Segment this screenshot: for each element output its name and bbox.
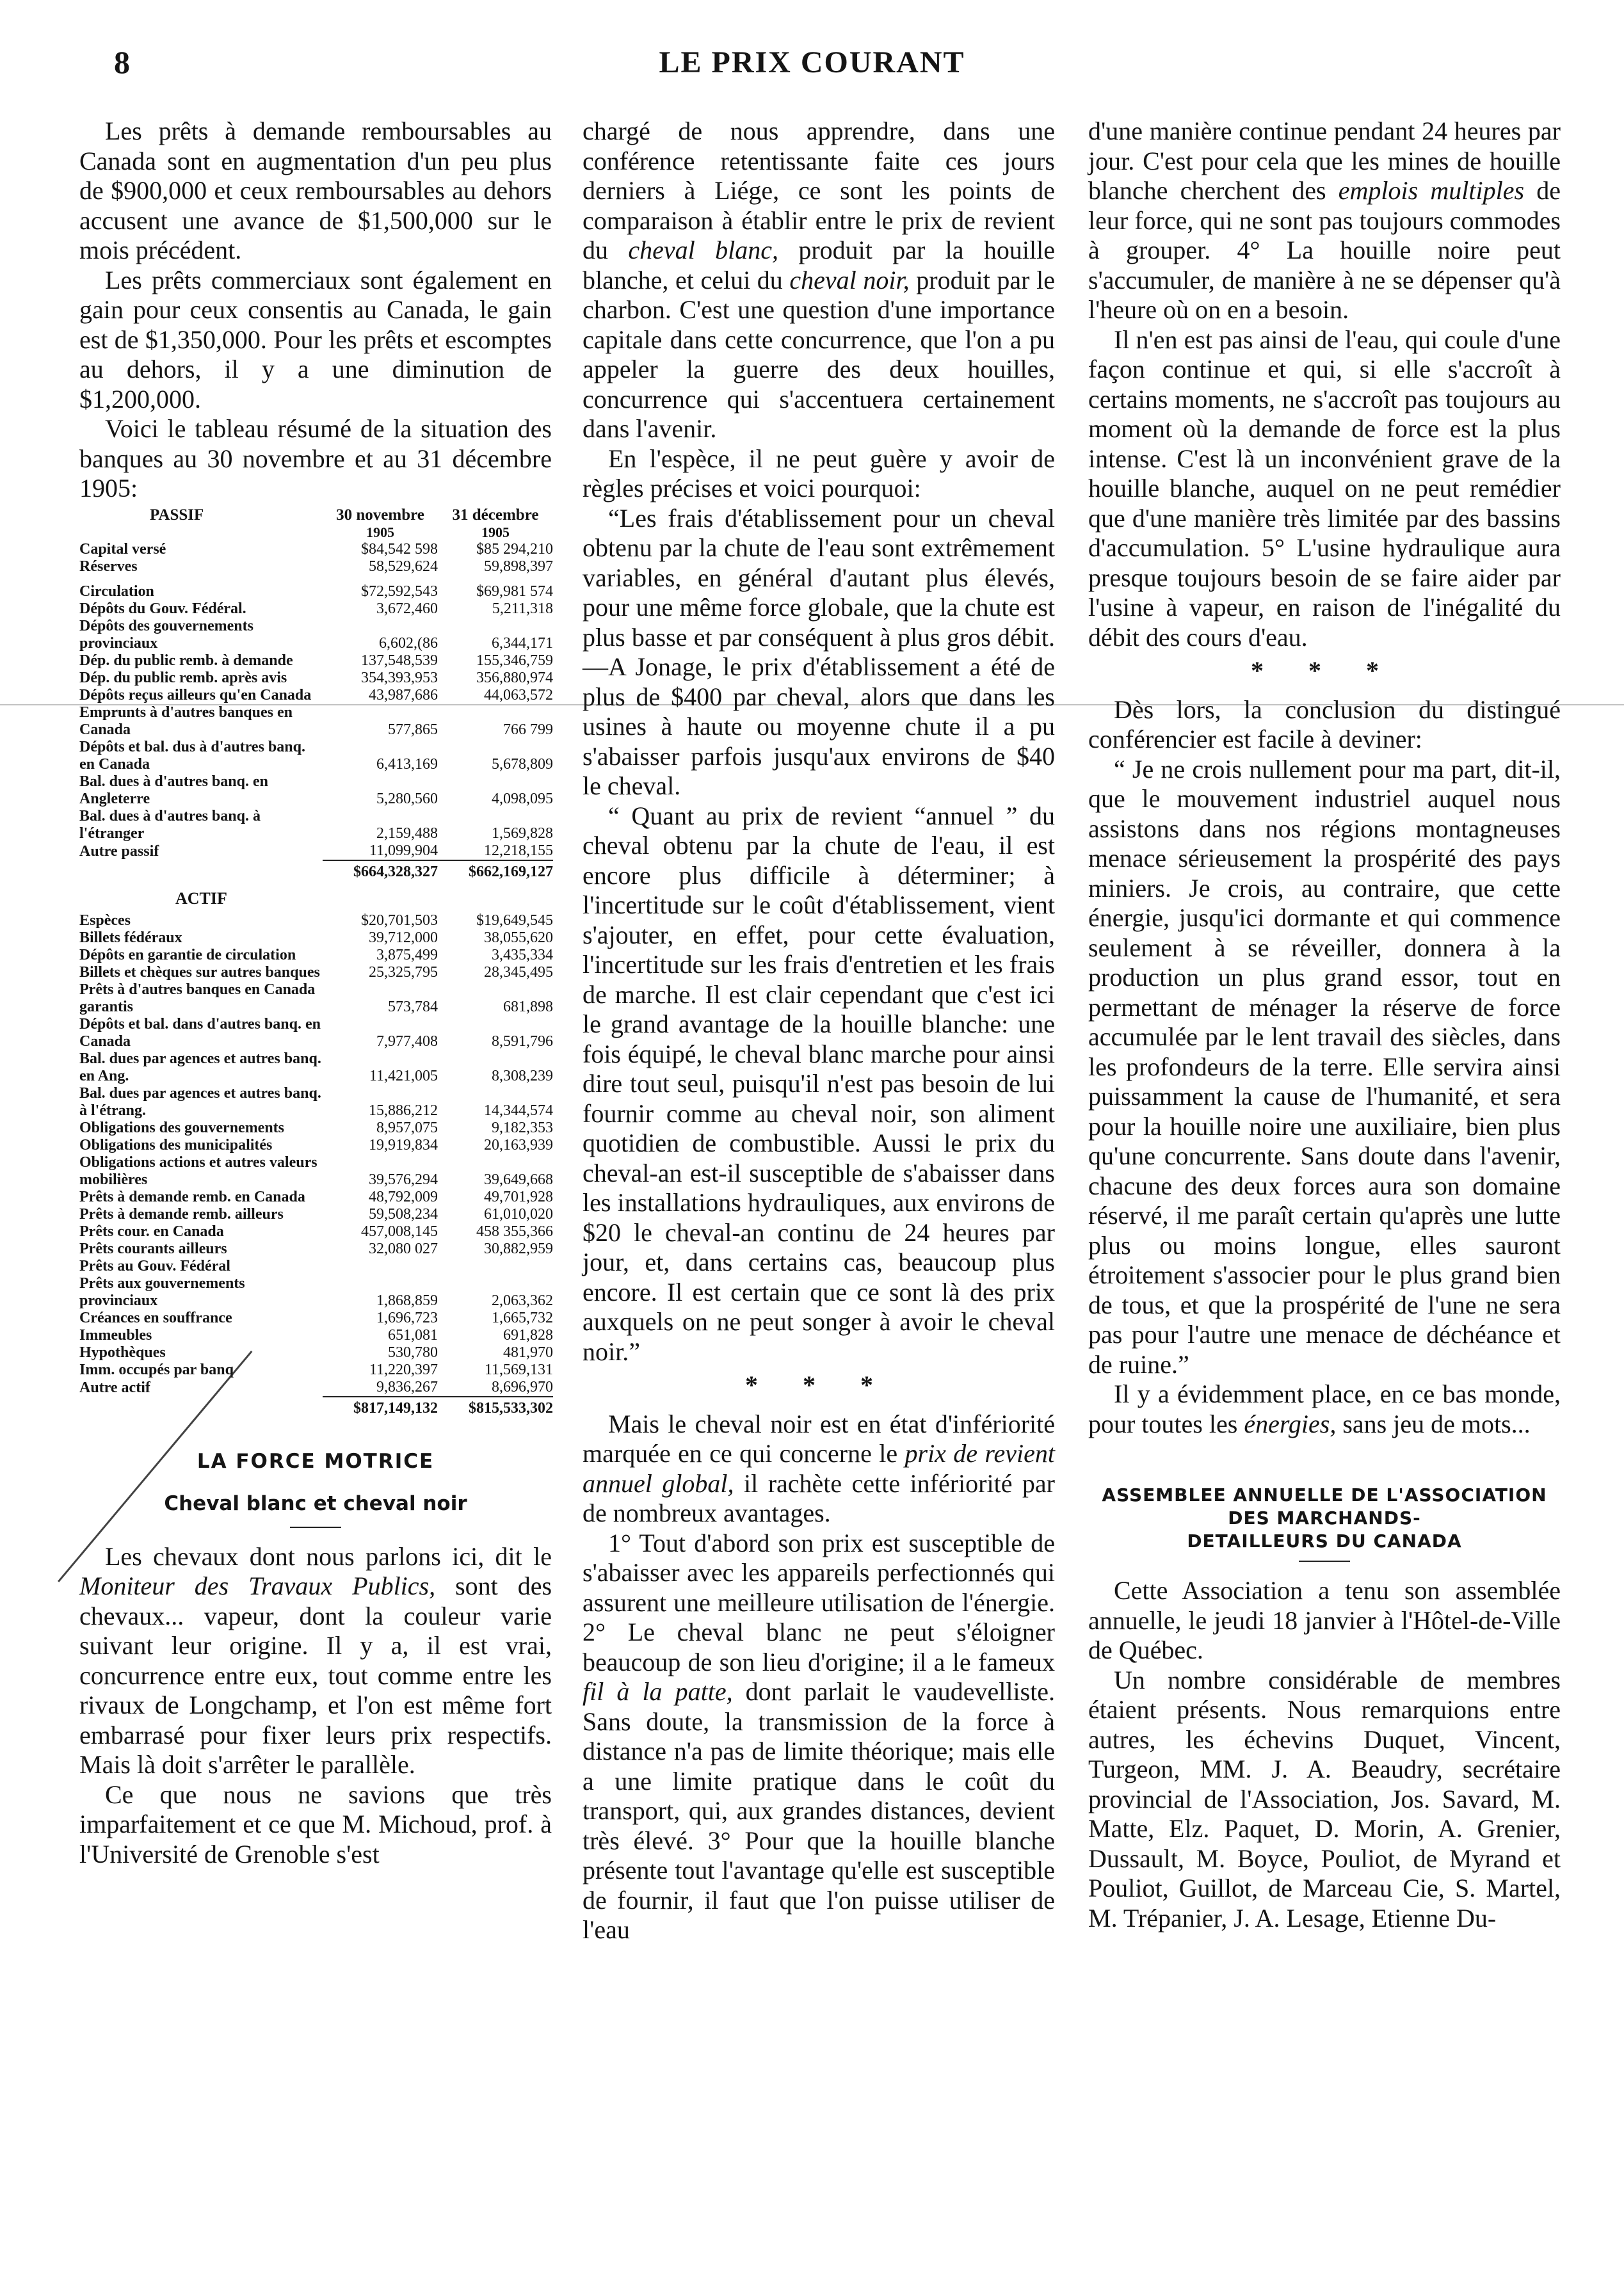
nov-value: 1,696,723 <box>376 1309 438 1326</box>
row-label: Billets et chèques sur autres banques <box>79 963 320 981</box>
table-row <box>79 670 553 687</box>
year-label: 1905 <box>366 524 394 540</box>
paragraph: d'une manière continue pendant 24 heures par jour. C'est pour cela que les mines de houille blanche cherchent des emplois multiples de leur force, qui ne sont pas toujours commodes à grouper. 4° La houille noire peut s'accumuler, de manière à ne se dépenser qu'à l'heure où on en a besoin. <box>1088 117 1561 324</box>
nov-value: 6,413,169 <box>376 755 438 773</box>
dec-value: 4,098,095 <box>492 790 553 807</box>
dec-value: 44,063,572 <box>484 686 553 703</box>
nov-value: 137,548,539 <box>361 652 438 669</box>
year-label: 1905 <box>481 524 510 540</box>
row-label: Autre actif <box>79 1379 150 1396</box>
row-label: Circulation <box>79 583 154 600</box>
nov-value: 651,081 <box>388 1326 438 1344</box>
dec-value: 8,308,239 <box>492 1067 553 1084</box>
row-label: Dépôts en garantie de circulation <box>79 946 296 963</box>
column-header-dec: 31 décembre <box>452 506 539 524</box>
row-label: Bal. dues par agences et autres banq. à l'étrang. <box>79 1084 321 1119</box>
column-1 <box>79 117 552 1869</box>
nov-value: 573,784 <box>388 998 438 1015</box>
table-row <box>79 1137 553 1154</box>
table-row <box>79 558 553 575</box>
paragraph: Cette Association a tenu son assemblée annuelle, le jeudi 18 janvier à l'Hôtel-de-Ville de Québec. <box>1088 1576 1561 1664</box>
nov-value: 3,875,499 <box>376 946 438 963</box>
article-subtitle: Cheval blanc et cheval noir <box>164 1492 467 1515</box>
dec-value: 5,678,809 <box>492 755 553 773</box>
nov-value: 59,508,234 <box>369 1205 438 1223</box>
row-label: Obligations des gouvernements <box>79 1119 285 1136</box>
table-year-row <box>79 524 553 541</box>
dec-value: 8,591,796 <box>492 1033 553 1050</box>
row-label: Obligations actions et autres valeurs mobilières <box>79 1153 318 1188</box>
passif-heading: PASSIF <box>150 506 204 524</box>
row-label: Immeubles <box>79 1326 152 1344</box>
table-row <box>79 1362 553 1379</box>
row-label: Bal. dues à d'autres banq. à l'étranger <box>79 807 261 842</box>
dec-value: 481,970 <box>503 1344 553 1361</box>
paragraph: En l'espèce, il ne peut guère y avoir de règles précises et voici pourquoi: <box>583 444 1055 502</box>
row-label: Dépôts des gouvernements provinciaux <box>79 617 253 652</box>
row-label: Dép. du public remb. à demande <box>79 652 293 669</box>
table-row <box>79 842 553 860</box>
column-3 <box>1088 117 1561 1933</box>
dec-value: $19,649,545 <box>476 912 553 929</box>
paragraph: Les prêts à demande remboursables au Canada sont en augmentation d'un peu plus de $900,000 et ceux remboursables au dehors accusent une avance de $1,500,000 sur le mois précédent. <box>79 117 552 264</box>
nov-value: 58,529,624 <box>369 558 438 575</box>
table-row <box>79 1085 553 1120</box>
paragraph: Il y a évidemment place, en ce bas monde, pour toutes les énergies, sans jeu de mots... <box>1088 1379 1561 1438</box>
dec-value: 458 355,366 <box>476 1223 553 1240</box>
row-label: Prêts aux gouvernements provinciaux <box>79 1274 245 1309</box>
paragraph: Ce que nous ne savions que très imparfaitement et ce que M. Michoud, prof. à l'Université de Grenoble s'est <box>79 1780 552 1868</box>
row-label: Créances en souffrance <box>79 1309 232 1326</box>
dec-value: $69,981 574 <box>476 583 553 600</box>
paragraph: “ Quant au prix de revient “annuel ” du cheval obtenu par la chute de l'eau, il est encore plus difficile à déterminer; à l'incertitude sur le coût d'établissement, vient s'ajouter, en effet, pour cette évaluation, l'incertitude sur les frais d'entretien et les frais de marche. Il est clair cependant que c'est ici le grand avantage de la houille blanche: une fois équipé, le cheval blanc marche pour ainsi dire tout seul, puisqu'il n'est pas besoin de lui fournir comme au cheval noir, son aliment quotidien de combustible. Aussi le prix du cheval-an est-il susceptible de s'abaisser dans les installations hydrauliques, aux environs de $20 le cheval-an continu de 24 heures par jour, et, dans certains cas, beaucoup plus encore. Il est certain que ce sont là des prix auxquels on ne peut songer à avoir le cheval noir.” <box>583 801 1055 1366</box>
row-label: Hypothèques <box>79 1344 166 1361</box>
article-title: LA FORCE MOTRICE <box>197 1449 435 1473</box>
table-row <box>79 1241 553 1258</box>
dec-value: 9,182,353 <box>492 1119 553 1136</box>
nov-value: 48,792,009 <box>369 1188 438 1205</box>
table-row <box>79 1189 553 1206</box>
table-row <box>79 618 553 652</box>
row-label: Emprunts à d'autres banques en Canada <box>79 703 293 738</box>
row-label: Billets fédéraux <box>79 929 182 946</box>
passif-rows <box>79 541 553 860</box>
table-row <box>79 1206 553 1223</box>
nov-value: 9,836,267 <box>376 1378 438 1395</box>
nov-value: 3,672,460 <box>376 600 438 617</box>
row-label: Prêts à demande remb. ailleurs <box>79 1205 284 1223</box>
column-header-nov: 30 novembre <box>336 506 424 524</box>
nov-value: 11,421,005 <box>369 1067 438 1084</box>
nov-value: 32,080 027 <box>369 1240 438 1257</box>
dec-value: 14,344,574 <box>484 1102 553 1119</box>
table-row <box>79 583 553 600</box>
table-row <box>79 1120 553 1137</box>
nov-value: 11,220,397 <box>369 1361 438 1378</box>
paragraph: Il n'en est pas ainsi de l'eau, qui coule d'une façon continue et qui, si elle s'accroît à certains moments, ne s'accroît pas toujours au moment où la demande de force est la plus intense. C'est là un inconvénient grave de la houille blanche, auquel on ne peut remédier que d'une manière très limitée par des bassins d'accumulation. 5° L'usine hydraulique aura presque toujours besoin de se faire aider par l'usine à vapeur, en raison de l'inégalité du débit des cours d'eau. <box>1088 325 1561 652</box>
table-row <box>79 1344 553 1362</box>
table-row <box>79 687 553 704</box>
bank-statement-table <box>79 506 553 1417</box>
total-value: $815,533,302 <box>438 1397 553 1417</box>
row-label: Capital versé <box>79 540 166 558</box>
table-row <box>79 739 553 773</box>
actif-rows <box>79 912 553 1397</box>
dec-value: 12,218,155 <box>484 842 553 859</box>
paragraph: “Les frais d'établissement pour un cheval obtenu par la chute de l'eau sont extrêmement variables, en général d'autant plus élevés, pour une même force globale, que la chute est plus basse et par conséquent à plus gros débit.—A Jonage, le prix d'établissement a été de plus de $400 par cheval, alors que dans les usines à haute ou moyenne chute il a pu s'abaisser parfois jusqu'aux environs de $40 le cheval. <box>583 503 1055 800</box>
nov-value: 457,008,145 <box>361 1223 438 1240</box>
dec-value: 356,880,974 <box>476 669 553 686</box>
dec-value: 1,569,828 <box>492 824 553 842</box>
dec-value: 59,898,397 <box>484 558 553 575</box>
nov-value: 7,977,408 <box>376 1033 438 1050</box>
nov-value: 5,280,560 <box>376 790 438 807</box>
dec-value <box>438 1258 553 1275</box>
dec-value: 155,346,759 <box>476 652 553 669</box>
total-passif-row <box>79 860 553 881</box>
table-row <box>79 1327 553 1344</box>
total-value: $662,169,127 <box>438 860 553 881</box>
row-label: Prêts courants ailleurs <box>79 1240 227 1257</box>
dec-value: 8,696,970 <box>492 1378 553 1395</box>
dec-value: 61,010,020 <box>484 1205 553 1223</box>
table-row <box>79 652 553 670</box>
dec-value: 6,344,171 <box>492 634 553 652</box>
row-label: Prêts au Gouv. Fédéral <box>79 1257 230 1274</box>
table-row <box>79 541 553 558</box>
total-value: $817,149,132 <box>323 1397 438 1417</box>
table-row <box>79 947 553 964</box>
nov-value: 19,919,834 <box>369 1136 438 1153</box>
dec-value: 5,211,318 <box>492 600 553 617</box>
nov-value: 11,099,904 <box>369 842 438 859</box>
dec-value: 38,055,620 <box>484 929 553 946</box>
row-label: Dép. du public remb. après avis <box>79 669 287 686</box>
column-2 <box>583 117 1055 1945</box>
row-label: Espèces <box>79 912 131 929</box>
row-label: Dépôts reçus ailleurs qu'en Canada <box>79 686 312 703</box>
dec-value: 1,665,732 <box>492 1309 553 1326</box>
paragraph: Voici le tableau résumé de la situation des banques au 30 novembre et au 31 décembre 1905: <box>79 414 552 502</box>
section-separator-stars: * * * <box>1251 656 1398 685</box>
nov-value: 577,865 <box>388 721 438 738</box>
nov-value: 8,957,075 <box>376 1119 438 1136</box>
table-row <box>79 964 553 981</box>
paragraph: “ Je ne crois nullement pour ma part, dit-il, que le mouvement industriel auquel nous assistons dans nos régions montagneuses menace sérieusement la prospérité des pays miniers. Je crois, au contraire, que cette énergie, jusqu'ici dormante et qui commence seulement à se réveiller, donnera à la production un plus grand essor, tout en permettant de ménager la réserve de force accumulée par le lent travail des siècles, dans les profondeurs de la terre. Elle servira ainsi puissamment la cause de l'humanité, et sera pour la houille noire une auxiliaire, bien plus qu'une concurrente. Sans doute dans l'avenir, chacune des deux forces aura son domaine réservé, il me paraît certain qu'après une lutte plus ou moins longue, elles sauront étroitement s'associer pour le plus grand bien de tous, et que la prospérité de l'une ne sera pas pour l'autre une menace de déchéance et de ruine.” <box>1088 754 1561 1379</box>
paragraph: chargé de nous apprendre, dans une conférence retentissante faite ces jours derniers à Liége, ce sont les points de comparaison à établir entre le prix de revient du cheval blanc, produit par la houille blanche, et celui du cheval noir, produit par le charbon. C'est une question d'une importance capitale dans cette concurrence, que l'on a pu appeler la guerre des deux houilles, concurrence qui s'accentuera certainement dans l'avenir. <box>583 117 1055 443</box>
article-title: ASSEMBLEE ANNUELLE DE L'ASSOCIATION DES MARCHANDS- DETAILLEURS DU CANADA <box>1102 1484 1547 1552</box>
row-label: Prêts cour. en Canada <box>79 1223 224 1240</box>
table-header-row <box>79 506 553 524</box>
dec-value: 11,569,131 <box>484 1361 553 1378</box>
total-actif-row <box>79 1397 553 1417</box>
row-label: Réserves <box>79 558 138 575</box>
dec-value: 30,882,959 <box>484 1240 553 1257</box>
actif-heading-row <box>79 881 553 912</box>
section-separator-stars: * * * <box>745 1370 892 1399</box>
table-row <box>79 808 553 842</box>
row-label: Autre passif <box>79 842 159 860</box>
row-label: Dépôts du Gouv. Fédéral. <box>79 600 246 617</box>
row-label: Imm. occupés par banq <box>79 1361 234 1378</box>
table-row <box>79 1275 553 1310</box>
dec-value: 20,163,939 <box>484 1136 553 1153</box>
paragraph: 1° Tout d'abord son prix est susceptible de s'abaisser avec les appareils perfectionnés qui assurent une meilleure utilisation de l'énergie. 2° Le cheval blanc ne peut s'éloigner beaucoup de son lieu d'origine; il a le fameux fil à la patte, dont parlait le vaudevelliste. Sans doute, la transmission de la force à distance n'a pas de limite théorique; mais elle a une limite pratique dans le coût du transport, qui, aux grandes distances, devient très élevé. 3° Pour que la houille blanche présente tout l'avantage qu'elle est susceptible de fournir, il faut que l'on puisse utiliser de l'eau <box>583 1528 1056 1944</box>
table-row <box>79 1223 553 1241</box>
nov-value: 25,325,795 <box>369 963 438 981</box>
row-label: Prêts à d'autres banques en Canada garantis <box>79 981 316 1015</box>
table-row <box>79 773 553 808</box>
dec-value: 766 799 <box>503 721 553 738</box>
nov-value: 354,393,953 <box>361 669 438 686</box>
table-row <box>79 704 553 739</box>
dec-value: 28,345,495 <box>484 963 553 981</box>
nov-value: $20,701,503 <box>361 912 438 929</box>
row-label: Dépôts et bal. dans d'autres banq. en Canada <box>79 1015 321 1050</box>
nov-value: 43,987,686 <box>369 686 438 703</box>
table-row <box>79 1016 553 1050</box>
table-row <box>79 600 553 618</box>
dec-value: 39,649,668 <box>484 1171 553 1188</box>
table-row <box>79 1154 553 1189</box>
page-header <box>0 44 1624 88</box>
dec-value: 49,701,928 <box>484 1188 553 1205</box>
running-title: LE PRIX COURANT <box>659 45 965 79</box>
nov-value: 15,886,212 <box>369 1102 438 1119</box>
nov-value: $72,592,543 <box>361 583 438 600</box>
table-row <box>79 1379 553 1397</box>
divider <box>290 1527 341 1528</box>
nov-value: 2,159,488 <box>376 824 438 842</box>
table-row <box>79 1050 553 1085</box>
row-label: Dépôts et bal. dus à d'autres banq. en Canada <box>79 738 305 773</box>
table-row <box>79 981 553 1016</box>
dec-value: 3,435,334 <box>492 946 553 963</box>
nov-value: 39,712,000 <box>369 929 438 946</box>
paragraph: Dès lors, la conclusion du distingué conférencier est facile à deviner: <box>1088 695 1561 753</box>
divider <box>1299 1561 1350 1562</box>
table-row <box>79 912 553 929</box>
table-row <box>79 1258 553 1275</box>
paragraph: Mais le cheval noir est en état d'infériorité marquée en ce qui concerne le prix de revient annuel global, il rachète cette infériorité par de nombreux avantages. <box>583 1409 1056 1527</box>
nov-value <box>323 1258 438 1275</box>
row-label: Prêts à demande remb. en Canada <box>79 1188 305 1205</box>
total-value: $664,328,327 <box>323 860 438 881</box>
row-label: Bal. dues à d'autres banq. en Angleterre <box>79 773 268 807</box>
dec-value: 681,898 <box>503 998 553 1015</box>
table-row <box>79 1310 553 1327</box>
nov-value: 530,780 <box>388 1344 438 1361</box>
paragraph: Les prêts commerciaux sont également en gain pour ceux consentis au Canada, le gain est de $1,350,000. Pour les prêts et escomptes au dehors, il y a une diminution de $1,200,000. <box>79 265 552 414</box>
nov-value: $84,542 598 <box>361 540 438 558</box>
page-number: 8 <box>114 44 130 80</box>
paragraph: Les chevaux dont nous parlons ici, dit le Moniteur des Travaux Publics, sont des chevaux... vapeur, dont la couleur varie suivant leur origine. Il y a, il est vrai, concurrence entre eux, tout comme entre les rivaux de Longchamp, et l'on est même fort embarrasé pour fixer leurs prix respectifs. Mais là doit s'arrêter le parallèle. <box>79 1541 552 1779</box>
paragraph: Un nombre considérable de membres étaient présents. Nous remarquions entre autres, les échevins Duquet, Vincent, Turgeon, MM. J. A. Beaudry, secrétaire provincial de l'Association, Jos. Savard, M. Matte, Elz. Paquet, D. Morin, A. Grenier, Dussault, M. Boyce, Pouliot, de Myrand et Pouliot, Guillot, de Marceau Cie, S. Martel, M. Trépanier, J. A. Lesage, Etienne Du- <box>1088 1665 1561 1932</box>
actif-heading: ACTIF <box>175 888 227 908</box>
dec-value: 2,063,362 <box>492 1292 553 1309</box>
nov-value: 39,576,294 <box>369 1171 438 1188</box>
nov-value: 6,602,(86 <box>379 634 438 652</box>
dec-value: 691,828 <box>503 1326 553 1344</box>
nov-value: 1,868,859 <box>376 1292 438 1309</box>
row-label: Bal. dues par agences et autres banq. en Ang. <box>79 1050 321 1084</box>
row-label: Obligations des municipalités <box>79 1136 273 1153</box>
table-row <box>79 929 553 947</box>
dec-value: $85 294,210 <box>476 540 553 558</box>
